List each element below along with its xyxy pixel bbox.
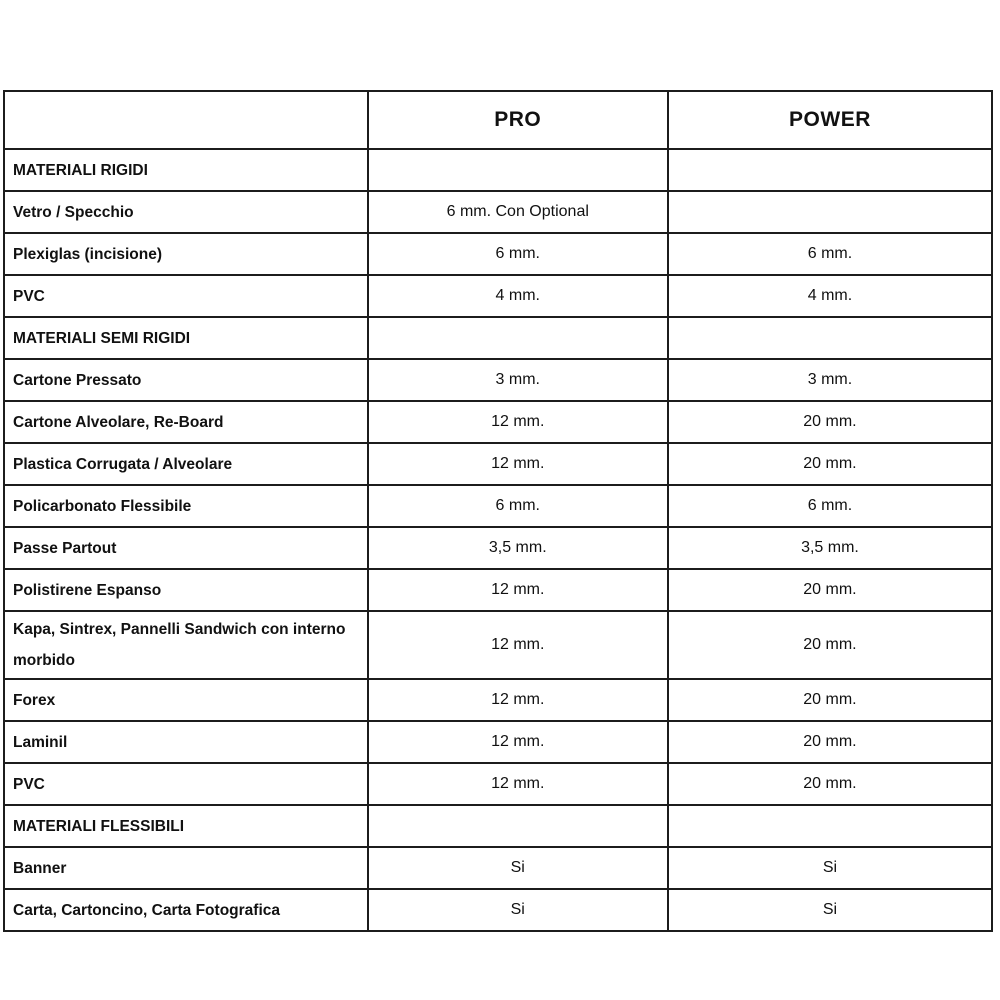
material-label-cell: Vetro / Specchio — [4, 191, 368, 233]
material-label-cell: Banner — [4, 847, 368, 889]
material-row — [4, 275, 992, 317]
power-value-cell — [668, 149, 992, 191]
material-label-cell: MATERIALI FLESSIBILI — [4, 805, 368, 847]
material-row — [4, 485, 992, 527]
pro-value-cell: 6 mm. Con Optional — [368, 191, 668, 233]
power-value-cell: 20 mm. — [668, 443, 992, 485]
power-value-cell: 20 mm. — [668, 763, 992, 805]
pro-value-cell: 12 mm. — [368, 721, 668, 763]
pro-value-cell: 4 mm. — [368, 275, 668, 317]
section-header-row — [4, 149, 992, 191]
pro-value-cell: 6 mm. — [368, 233, 668, 275]
power-value-cell — [668, 317, 992, 359]
pro-value-cell: 12 mm. — [368, 763, 668, 805]
material-label-cell: Kapa, Sintrex, Pannelli Sandwich con interno morbido — [4, 611, 368, 679]
material-label-cell: Cartone Alveolare, Re-Board — [4, 401, 368, 443]
material-row — [4, 889, 992, 931]
material-label-cell: PVC — [4, 275, 368, 317]
pro-value-cell — [368, 149, 668, 191]
power-value-cell: 6 mm. — [668, 233, 992, 275]
pro-value-cell: 12 mm. — [368, 401, 668, 443]
power-value-cell: Si — [668, 847, 992, 889]
section-header-row — [4, 805, 992, 847]
material-label-cell: Laminil — [4, 721, 368, 763]
material-label-cell: Plastica Corrugata / Alveolare — [4, 443, 368, 485]
power-value-cell — [668, 805, 992, 847]
material-row — [4, 721, 992, 763]
material-label-cell: Plexiglas (incisione) — [4, 233, 368, 275]
material-label-cell: PVC — [4, 763, 368, 805]
pro-value-cell: 3 mm. — [368, 359, 668, 401]
materials-comparison-table — [3, 90, 993, 932]
power-column-header: POWER — [668, 91, 992, 149]
pro-value-cell: 12 mm. — [368, 569, 668, 611]
pro-value-cell: Si — [368, 847, 668, 889]
material-label-cell: Polistirene Espanso — [4, 569, 368, 611]
material-row — [4, 569, 992, 611]
material-label-cell: Passe Partout — [4, 527, 368, 569]
power-value-cell: 6 mm. — [668, 485, 992, 527]
blank-header-cell — [4, 91, 368, 149]
material-row — [4, 401, 992, 443]
table-header-row — [4, 91, 992, 149]
material-row — [4, 191, 992, 233]
material-row — [4, 763, 992, 805]
pro-value-cell: 3,5 mm. — [368, 527, 668, 569]
material-row — [4, 233, 992, 275]
power-value-cell: 20 mm. — [668, 569, 992, 611]
material-label-cell: MATERIALI SEMI RIGIDI — [4, 317, 368, 359]
material-label-cell: MATERIALI RIGIDI — [4, 149, 368, 191]
power-value-cell: Si — [668, 889, 992, 931]
material-label-cell: Policarbonato Flessibile — [4, 485, 368, 527]
pro-value-cell — [368, 317, 668, 359]
material-row — [4, 847, 992, 889]
power-value-cell: 3 mm. — [668, 359, 992, 401]
power-value-cell: 20 mm. — [668, 721, 992, 763]
pro-value-cell: 12 mm. — [368, 611, 668, 679]
power-value-cell: 4 mm. — [668, 275, 992, 317]
power-value-cell: 3,5 mm. — [668, 527, 992, 569]
power-value-cell: 20 mm. — [668, 401, 992, 443]
material-label-cell: Cartone Pressato — [4, 359, 368, 401]
power-value-cell: 20 mm. — [668, 679, 992, 721]
pro-value-cell — [368, 805, 668, 847]
material-row — [4, 359, 992, 401]
power-value-cell: 20 mm. — [668, 611, 992, 679]
material-label-cell: Forex — [4, 679, 368, 721]
power-value-cell — [668, 191, 992, 233]
material-row — [4, 679, 992, 721]
section-header-row — [4, 317, 992, 359]
material-row — [4, 443, 992, 485]
pro-value-cell: Si — [368, 889, 668, 931]
material-row — [4, 527, 992, 569]
pro-value-cell: 12 mm. — [368, 443, 668, 485]
material-label-cell: Carta, Cartoncino, Carta Fotografica — [4, 889, 368, 931]
material-row — [4, 611, 992, 679]
pro-value-cell: 12 mm. — [368, 679, 668, 721]
pro-value-cell: 6 mm. — [368, 485, 668, 527]
materials-table-body — [4, 149, 992, 931]
pro-column-header: PRO — [368, 91, 668, 149]
